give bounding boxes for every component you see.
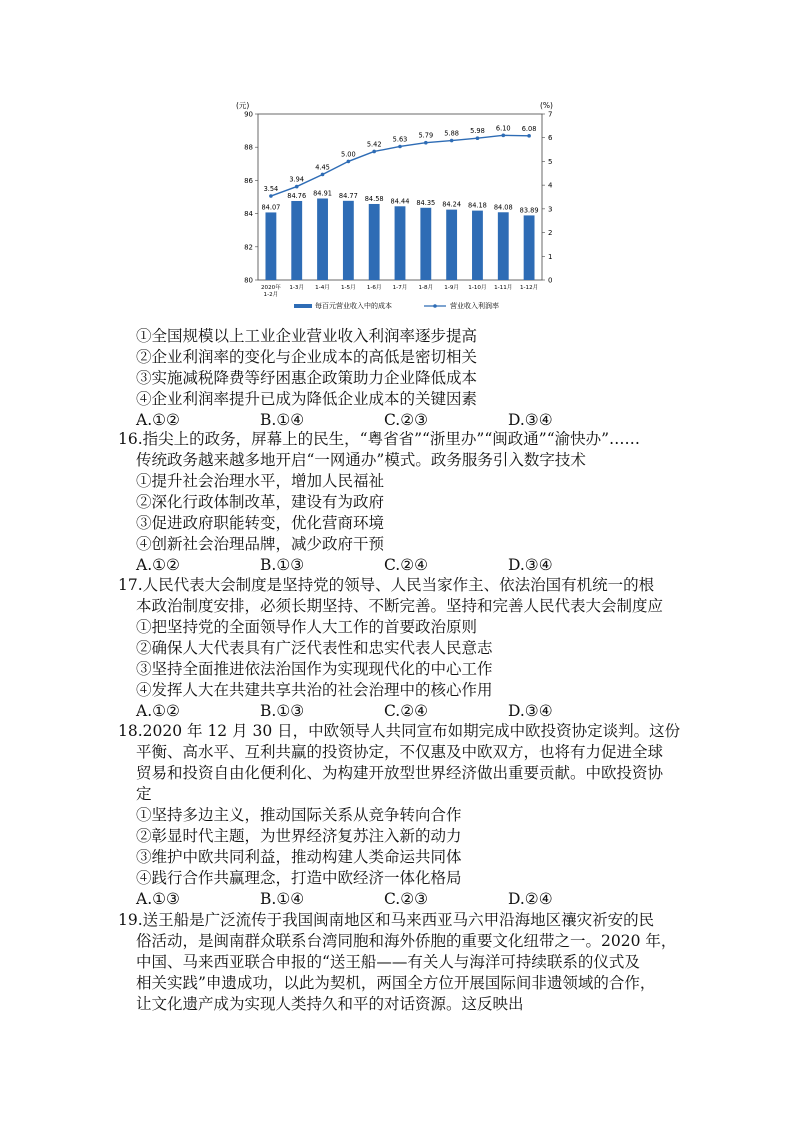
q17-stem: 本政治制度安排，必须长期坚持、不断完善。坚持和完善人民代表大会制度应 — [136, 597, 664, 615]
profit-rate-label: 5.42 — [366, 140, 382, 149]
profit-rate-label: 5.63 — [392, 135, 408, 144]
left-tick-label: 80 — [244, 276, 253, 285]
q17-option: ①把坚持党的全面领导作人大工作的首要政治原则 — [136, 618, 478, 636]
q18-option: ②彰显时代主题，为世界经济复苏注入新的动力 — [136, 827, 462, 845]
cost-bar — [395, 206, 406, 280]
profit-rate-point — [321, 173, 325, 177]
answer-a: A.①② — [136, 556, 180, 574]
right-tick-label: 3 — [548, 205, 553, 214]
left-axis-ticks — [244, 111, 258, 285]
x-axis-label: 1-12月 — [519, 285, 539, 291]
chart-legend — [294, 301, 499, 310]
question-19 — [118, 910, 678, 1015]
legend-line-label: 营业收入利润率 — [450, 302, 499, 310]
profit-rate-point — [424, 141, 428, 145]
profit-rate-point — [476, 136, 480, 140]
q18-stem: 18.2020 年 12 月 30 日，中欧领导人共同宣布如期完成中欧投资协定谈判。这份 — [118, 722, 681, 740]
cost-bar — [498, 212, 509, 280]
answer-a: A.①③ — [136, 890, 180, 908]
q17-option: ③坚持全面推进依法治国作为实现现代化的中心工作 — [136, 660, 493, 678]
right-tick-label: 2 — [548, 229, 553, 238]
q17-answers — [118, 701, 678, 722]
q16-stem: 传统政务越来越多地开启“一网通办”模式。政务服务引入数字技术 — [136, 451, 586, 469]
legend-bar-swatch — [294, 304, 312, 308]
legend-line-marker — [433, 304, 437, 308]
profit-rate-point — [450, 139, 454, 143]
q16-option: ①提升社会治理水平，增加人民福祉 — [136, 472, 385, 490]
profit-cost-chart — [226, 96, 558, 318]
profit-rate-point — [269, 194, 273, 198]
q15-answers — [118, 410, 678, 431]
answer-c: C.②④ — [384, 702, 429, 720]
right-tick-label: 4 — [548, 181, 553, 190]
q19-stem: 19.送王船是广泛流传于我国闽南地区和马来西亚马六甲沿海地区禳灾祈安的民 — [118, 911, 655, 929]
profit-rate-label: 5.00 — [341, 150, 356, 159]
q17-stem: 17.人民代表大会制度是坚持党的领导、人民当家作主、依法治国有机统一的根 — [118, 576, 655, 594]
profit-rate-label: 3.94 — [289, 175, 305, 184]
cost-bar-label: 84.44 — [390, 197, 410, 206]
legend-bar-label: 每百元营业收入中的成本 — [315, 302, 392, 310]
answer-d: D.②④ — [508, 890, 553, 908]
cost-bar-label: 84.24 — [442, 200, 462, 209]
x-axis-label: 2020年 — [260, 285, 281, 291]
cost-bar — [265, 212, 276, 280]
right-axis-ticks — [542, 111, 553, 285]
left-tick-label: 82 — [244, 243, 253, 252]
cost-bar-label: 84.18 — [468, 201, 487, 210]
profit-rate-label: 5.79 — [418, 131, 434, 140]
q16-option: ③促进政府职能转变，优化营商环境 — [136, 514, 385, 532]
q18-answers — [118, 889, 678, 910]
q19-stem: 相关实践”申遗成功，以此为契机，两国全方位开展国际间非遗领域的合作， — [136, 974, 656, 992]
x-axis-label: 1-9月 — [444, 285, 460, 291]
cost-bar — [317, 198, 328, 280]
cost-bar-label: 84.91 — [313, 189, 332, 198]
profit-rate-label: 6.10 — [495, 124, 511, 133]
right-tick-label: 5 — [548, 157, 553, 166]
x-axis-label: 1-4月 — [315, 285, 330, 291]
answer-d: D.③④ — [508, 411, 553, 429]
cost-bar — [420, 208, 431, 280]
x-axis-label: 1-10月 — [468, 285, 487, 291]
x-axis-label: 1-6月 — [366, 285, 382, 291]
cost-bar-label: 84.58 — [364, 194, 384, 203]
profit-rate-point — [347, 160, 351, 164]
right-tick-label: 0 — [548, 276, 553, 285]
answer-c: C.②③ — [384, 890, 429, 908]
question-17 — [118, 575, 678, 722]
x-axis-label: 1-5月 — [340, 285, 356, 291]
cost-bar — [472, 211, 483, 280]
cost-bar — [369, 204, 380, 280]
cost-bar-label: 84.35 — [416, 198, 436, 207]
right-tick-label: 6 — [548, 134, 553, 143]
answer-b: B.①④ — [260, 890, 305, 908]
answer-d: D.③④ — [508, 556, 553, 574]
answer-a: A.①② — [136, 411, 180, 429]
q18-stem: 贸易和投资自由化便利化、为构建开放型世界经济做出重要贡献。中欧投资协 — [136, 764, 664, 782]
cost-bar-label: 84.07 — [261, 203, 281, 212]
answer-d: D.③④ — [508, 702, 553, 720]
profit-rate-label: 5.88 — [444, 129, 459, 138]
q16-option: ②深化行政体制改革，建设有为政府 — [136, 493, 385, 511]
answer-b: B.①③ — [260, 702, 305, 720]
x-axis-label: 1-2月 — [263, 292, 279, 298]
cost-bar — [343, 201, 354, 280]
profit-rate-label: 5.98 — [470, 127, 485, 136]
x-axis-label: 1-8月 — [418, 285, 434, 291]
cost-bar-label: 84.08 — [493, 203, 513, 212]
answer-c: C.②③ — [384, 411, 429, 429]
profit-rate-point — [295, 185, 299, 189]
cost-bar-label: 84.77 — [338, 191, 358, 200]
q17-option: ④发挥人大在共建共享共治的社会治理中的核心作用 — [136, 681, 493, 699]
cost-bar-label: 83.89 — [519, 206, 539, 215]
right-axis-unit: (%) — [540, 101, 553, 110]
q18-option: ③维护中欧共同利益，推动构建人类命运共同体 — [136, 848, 462, 866]
x-axis-label: 1-7月 — [392, 285, 408, 291]
x-axis-labels — [261, 283, 538, 298]
profit-rate-point — [501, 134, 505, 138]
q15-option: ①全国规模以上工业企业营业收入利润率逐步提高 — [136, 327, 478, 345]
q18-option: ①坚持多边主义，推动国际关系从竞争转向合作 — [136, 806, 462, 824]
q19-stem: 俗活动，是闽南群众联系台湾同胞和海外侨胞的重要文化纽带之一。2020 年， — [136, 932, 677, 950]
cost-bar — [291, 201, 302, 280]
q16-stem: 16.指尖上的政务，屏幕上的民生，“粤省省”“浙里办”“闽政通”“渝快办”…… — [118, 430, 641, 448]
cost-bar — [446, 210, 457, 280]
left-tick-label: 86 — [244, 176, 253, 185]
question-18 — [118, 721, 681, 910]
profit-rate-point — [398, 145, 402, 149]
q15-option: ③实施减税降费等纾困惠企政策助力企业降低成本 — [136, 369, 478, 387]
profit-rate-label: 3.54 — [263, 185, 279, 194]
left-tick-label: 84 — [244, 210, 253, 219]
answer-c: C.②④ — [384, 556, 429, 574]
question-15 — [118, 326, 678, 431]
question-16 — [118, 429, 678, 576]
q16-answers — [118, 555, 678, 576]
profit-rate-point — [527, 134, 531, 138]
left-tick-label: 90 — [244, 110, 253, 119]
right-tick-label: 1 — [548, 252, 553, 261]
answer-b: B.①③ — [260, 556, 305, 574]
q17-option: ②确保人大代表具有广泛代表性和忠实代表人民意志 — [136, 639, 493, 657]
q19-stem: 让文化遗产成为实现人类持久和平的对话资源。这反映出 — [136, 995, 524, 1013]
profit-rate-point — [372, 150, 376, 154]
q18-stem: 定 — [136, 785, 152, 803]
q18-stem: 平衡、高水平、互利共赢的投资协定，不仅惠及中欧双方，也将有力促进全球 — [136, 743, 664, 761]
q18-option: ④践行合作共赢理念，打造中欧经济一体化格局 — [136, 869, 462, 887]
cost-bar-label: 84.76 — [287, 191, 307, 200]
profit-rate-label: 4.45 — [315, 163, 330, 172]
q16-option: ④创新社会治理品牌，减少政府干预 — [136, 535, 385, 553]
answer-b: B.①④ — [260, 411, 305, 429]
x-axis-label: 1-3月 — [289, 285, 305, 291]
right-tick-label: 7 — [548, 110, 553, 119]
profit-rate-label: 6.08 — [521, 124, 537, 133]
profit-rate-path — [271, 135, 529, 196]
q19-stem: 中国、马来西亚联合申报的“送王船——有关人与海洋可持续联系的仪式及 — [136, 953, 640, 971]
q15-option: ④企业利润率提升已成为降低企业成本的关键因素 — [136, 390, 478, 408]
cost-bar — [524, 215, 535, 280]
left-axis-unit: (元) — [236, 101, 250, 110]
answer-a: A.①② — [136, 702, 180, 720]
q15-option: ②企业利润率的变化与企业成本的高低是密切相关 — [136, 348, 478, 366]
x-axis-label: 1-11月 — [494, 285, 513, 291]
left-tick-label: 88 — [244, 143, 253, 152]
